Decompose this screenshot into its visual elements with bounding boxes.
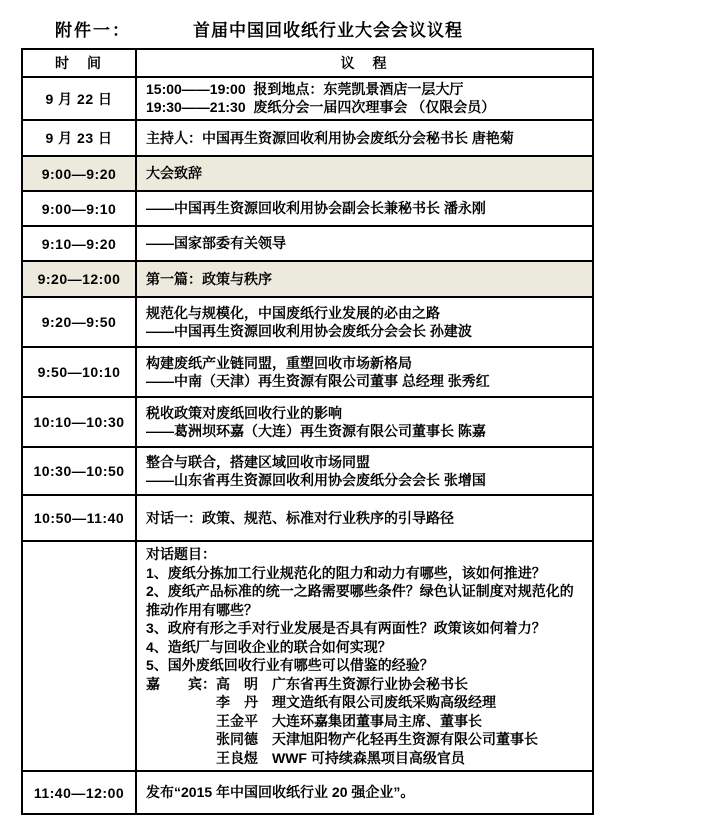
table-row [22,397,593,447]
time-cell: 9:10—9:20 [22,226,136,261]
agenda-cell [136,77,593,120]
table-row [22,297,593,347]
table-row [22,541,593,771]
time-cell: 9:20—12:00 [22,261,136,297]
agenda-cell [136,191,593,226]
agenda-cell [136,397,593,447]
agenda-line: 王金平 大连环嘉集团董事局主席、董事长 [146,712,482,729]
time-cell: 10:30—10:50 [22,447,136,495]
agenda-cell [136,541,593,771]
attachment-label: 附件一： [55,21,131,40]
agenda-line: 第一篇：政策与秩序 [146,270,272,287]
page-title [55,16,615,41]
time-column-header: 时 间 [22,49,136,77]
agenda-line: 4、造纸厂与回收企业的联合如何实现？ [146,638,392,655]
agenda-line: ——山东省再生资源回收利用协会废纸分会会长 张增国 [146,472,486,488]
agenda-line: ——中国再生资源回收利用协会废纸分会会长 孙建波 [146,323,472,339]
table-row [22,156,593,191]
time-cell: 9:20—9:50 [22,297,136,347]
header-row [22,49,593,77]
time-cell: 9:50—10:10 [22,347,136,397]
agenda-cell [136,226,593,261]
agenda-line: 发布“2015 年中国回收纸行业 20 强企业”。 [146,784,415,801]
agenda-line: 15:00——19:00 报到地点：东莞凯景酒店一层大厅 [146,81,464,97]
time-cell: 9:00—9:20 [22,156,136,191]
agenda-line: 3、政府有形之手对行业发展是否具有两面性？政策该如何着力？ [146,620,546,636]
agenda-line: 对话一：政策、规范、标准对行业秩序的引导路径 [146,509,454,526]
table-row [22,191,593,226]
agenda-cell [136,261,593,297]
time-cell: 9 月 23 日 [22,120,136,156]
agenda-line: ——葛洲坝环嘉（大连）再生资源有限公司董事长 陈嘉 [146,423,486,439]
agenda-line: 李 丹 理文造纸有限公司废纸采购高级经理 [146,694,496,710]
agenda-column-header: 议 程 [136,49,593,77]
agenda-table [21,48,594,815]
time-cell: 10:50—11:40 [22,495,136,541]
agenda-line: 王良煜 WWF 可持续森黑项目高级官员 [146,749,465,766]
agenda-line: 嘉 宾：高 明 广东省再生资源行业协会秘书长 [146,675,468,692]
agenda-cell [136,156,593,191]
agenda-cell [136,297,593,347]
agenda-line: ——国家部委有关领导 [146,235,286,252]
agenda-line: 19:30——21:30 废纸分会一届四次理事会 （仅限会员） [146,98,496,115]
conference-title: 首届中国回收纸行业大会会议议程 [193,21,463,40]
agenda-line: 1、废纸分拣加工行业规范化的阻力和动力有哪些，该如何推进？ [146,564,546,581]
agenda-line: ——中南（天津）再生资源有限公司董事 总经理 张秀红 [146,373,490,389]
agenda-cell [136,447,593,495]
agenda-cell [136,347,593,397]
time-cell [22,541,136,771]
table-row [22,120,593,156]
table-row [22,261,593,297]
table-row [22,771,593,814]
agenda-line: 构建废纸产业链同盟，重塑回收市场新格局 [146,354,412,371]
table-row [22,226,593,261]
agenda-line: 推动作用有哪些？ [146,601,258,618]
agenda-line: 大会致辞 [146,165,202,182]
agenda-table-body [22,77,593,814]
table-row [22,347,593,397]
time-cell: 11:40—12:00 [22,771,136,814]
agenda-line: 税收政策对废纸回收行业的影响 [146,404,342,421]
agenda-line: 张同德 天津旭阳物产化轻再生资源有限公司董事长 [146,731,538,747]
time-cell: 9 月 22 日 [22,77,136,120]
time-cell: 10:10—10:30 [22,397,136,447]
agenda-line: 主持人：中国再生资源回收利用协会废纸分会秘书长 唐艳菊 [146,129,514,146]
agenda-line: 2、废纸产品标准的统一之路需要哪些条件？绿色认证制度对规范化的 [146,583,574,599]
agenda-cell [136,495,593,541]
table-row [22,495,593,541]
agenda-line: 5、国外废纸回收行业有哪些可以借鉴的经验？ [146,657,434,673]
table-row [22,447,593,495]
table-row [22,77,593,120]
agenda-line: 规范化与规模化，中国废纸行业发展的必由之路 [146,304,440,321]
agenda-line: 整合与联合，搭建区域回收市场同盟 [146,453,370,470]
time-cell: 9:00—9:10 [22,191,136,226]
agenda-table-header [22,49,593,77]
agenda-line: 对话题目： [146,546,216,562]
agenda-cell [136,120,593,156]
agenda-cell [136,771,593,814]
agenda-line: ——中国再生资源回收利用协会副会长兼秘书长 潘永刚 [146,200,486,217]
